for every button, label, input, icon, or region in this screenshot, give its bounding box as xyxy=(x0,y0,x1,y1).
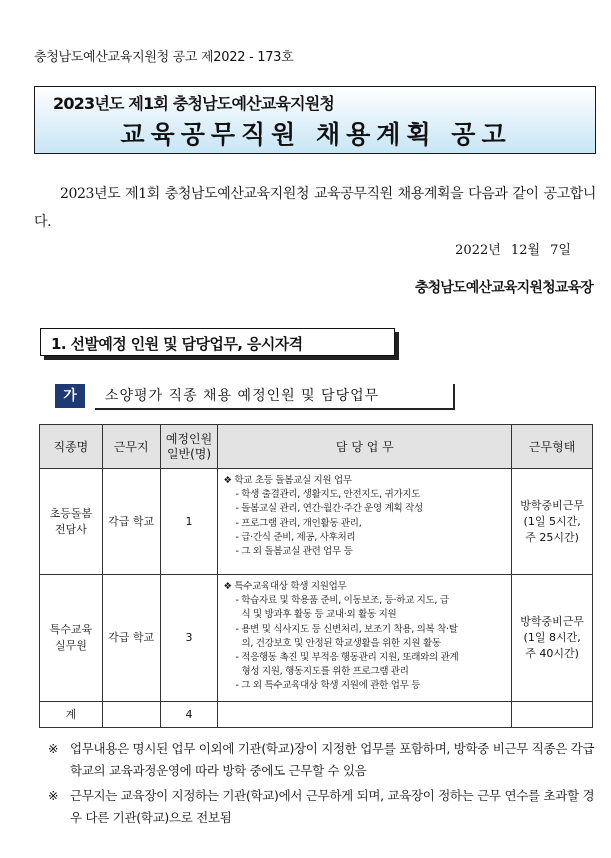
total-empty-cell xyxy=(218,702,512,728)
note-text: 근무지는 교육장이 지정하는 기관(학교)에서 근무하게 되며, 교육장이 정하는 근무 연수를 초과할 경우 다른 기관(학교)으로 전보됨 xyxy=(70,788,595,825)
work-type-line3: 주 40시간) xyxy=(525,647,579,660)
duty-line: - 학생 출결관리, 생활지도, 안전지도, 귀가지도 xyxy=(235,489,421,501)
duty-line: 형성 지원, 행동지도를 위한 프로그램 관리 xyxy=(241,666,409,678)
section-1-heading xyxy=(40,328,395,356)
work-type-line1: 방학중비근무 xyxy=(520,498,584,512)
table-total-row xyxy=(40,702,593,728)
note-mark: ※ xyxy=(48,788,59,803)
total-empty-cell xyxy=(512,702,593,728)
duty-line: ❖ 학교 초등 돌봄교실 지원 업무 xyxy=(223,475,352,486)
note-1 xyxy=(48,738,600,782)
subsection-badge: 가 xyxy=(55,384,85,408)
header-planned-line1: 예정인원 xyxy=(165,431,213,446)
recruitment-table xyxy=(39,424,593,728)
section-1-title: 1. 선발예정 인원 및 담당업무, 응시자격 xyxy=(51,335,303,353)
workplace-cell: 각급 학교 xyxy=(102,575,160,702)
header-workplace: 근무지 xyxy=(102,425,160,469)
duties-cell xyxy=(218,469,512,575)
duty-line: - 프로그램 관리, 개인활동 관리, xyxy=(235,517,362,529)
note-text: 업무내용은 명시된 업무 이외에 기관(학교)장이 지정한 업무를 포함하며, 방학중 비근무 직종은 각급 학교의 교육과정운영에 따라 방학 중에도 근무할 수 있음 xyxy=(70,741,595,778)
subsection-title: 소양평가 직종 채용 예정인원 및 담당업무 xyxy=(95,384,455,410)
total-count: 4 xyxy=(160,702,218,728)
duty-line: 식 및 방과후 활동 등 교내·외 활동 지원 xyxy=(241,609,397,621)
work-type-line1: 방학중비근무 xyxy=(520,615,584,628)
title-box xyxy=(34,86,596,154)
duty-line: ❖ 특수교육대상 학생 지원업무 xyxy=(223,581,347,592)
header-work-type: 근무형태 xyxy=(512,425,593,469)
duty-line: - 용변 및 식사지도 등 신변처리, 보조기 착용, 의복 착·탈 xyxy=(235,623,458,635)
title-subtitle: 2023년도 제1회 충청남도예산교육지원청 xyxy=(53,94,335,113)
header-duties: 담 당 업 무 xyxy=(218,425,512,469)
count-cell: 1 xyxy=(160,469,218,575)
job-name-line1: 초등돌봄 xyxy=(49,506,93,520)
header-job: 직종명 xyxy=(40,425,103,469)
work-type-line2: (1일 5시간, xyxy=(523,514,581,528)
duty-line: - 적응행동 촉진 및 부적응 행동관리 지원, 또래와의 관계 xyxy=(235,652,459,664)
duty-line: - 급·간식 준비, 제공, 사후처리 xyxy=(235,531,356,543)
title-main: 교육공무직원 채용계획 공고 xyxy=(120,120,512,149)
table-row xyxy=(40,575,593,702)
table-header-row xyxy=(40,425,593,469)
table-row xyxy=(40,469,593,575)
total-empty-cell xyxy=(102,702,160,728)
workplace-cell: 각급 학교 xyxy=(102,469,160,575)
job-cell xyxy=(40,469,103,575)
work-type-cell xyxy=(512,469,593,575)
job-cell xyxy=(40,575,103,702)
intro-paragraph: 2023년도 제1회 충청남도예산교육지원청 교육공무직원 채용계획을 다음과 같이 공고합니다. xyxy=(34,186,596,230)
total-label: 계 xyxy=(40,702,103,728)
duty-line: 의, 건강보호 및 안정된 학교생활을 위한 지원 활동 xyxy=(241,637,441,649)
work-type-cell xyxy=(512,575,593,702)
header-planned-line2: 일반(명) xyxy=(166,446,212,461)
work-type-line3: 주 25시간) xyxy=(525,530,579,544)
work-type-line2: (1일 8시간, xyxy=(523,631,581,644)
duty-line: - 그 외 돌봄교실 관련 업무 등 xyxy=(235,546,353,558)
duties-cell xyxy=(218,575,512,702)
announcement-date: 2022년 12월 7일 xyxy=(455,243,571,258)
issuer: 충청남도예산교육지원청교육장 xyxy=(414,280,593,296)
job-name-line2: 전담사 xyxy=(54,522,87,536)
notice-number: 충청남도예산교육지원청 공고 제2022 - 173호 xyxy=(34,50,294,65)
duty-line: - 학습자료 및 학용품 준비, 이동보조, 등·하교 지도, 급 xyxy=(235,595,449,607)
duty-line: - 돌봄교실 관리, 연간·월간·주간 운영 계획 작성 xyxy=(235,503,423,515)
note-mark: ※ xyxy=(48,741,59,756)
note-2 xyxy=(48,785,600,829)
duty-line: - 그 외 특수교육대상 학생 지원에 관한 업무 등 xyxy=(235,680,421,692)
count-cell: 3 xyxy=(160,575,218,702)
job-name-line1: 특수교육 xyxy=(49,623,93,636)
header-planned xyxy=(160,425,218,469)
job-name-line2: 실무원 xyxy=(54,639,87,652)
